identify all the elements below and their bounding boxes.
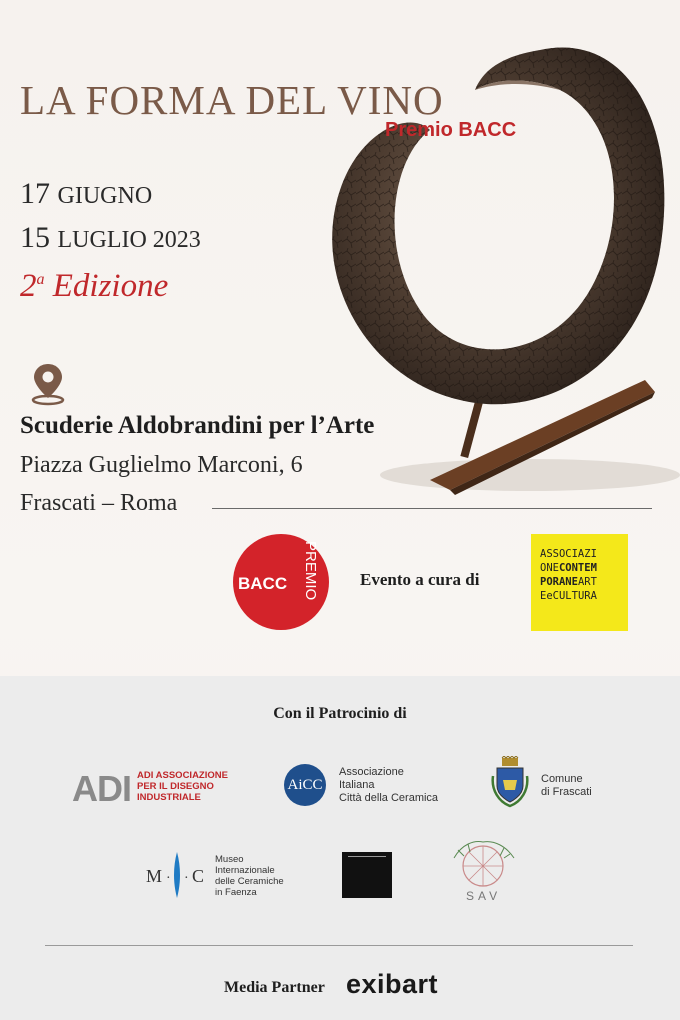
- divider-line: [212, 508, 652, 509]
- event-subtitle: Premio BACC: [385, 119, 517, 141]
- bacc-premio-logo: [232, 533, 330, 631]
- bacc-logo-premio: PREMIO: [302, 541, 319, 601]
- venue-city: Frascati – Roma: [20, 490, 178, 516]
- frascati-logo-text: Comune di Frascati: [541, 773, 592, 798]
- curated-by-label: Evento a cura di: [360, 570, 480, 589]
- end-date: [20, 221, 201, 255]
- exibart-logo: exibart: [346, 969, 439, 999]
- footer-divider: [45, 945, 633, 946]
- svg-text:·: ·: [184, 871, 189, 886]
- patronage-label: Con il Patrocinio di: [273, 705, 407, 722]
- aicc-logo-text: Associazione Italiana Città della Ceramica: [339, 766, 439, 804]
- sav-logo: [444, 836, 522, 904]
- aicc-logo: AiCC: [284, 764, 326, 806]
- start-date-day: 17: [20, 177, 50, 210]
- event-title: LA FORMA DEL VINO: [20, 77, 444, 123]
- svg-text:C: C: [192, 866, 205, 886]
- mic-logo-text: Museo Internazionale delle Ceramiche in Faenza: [215, 854, 284, 898]
- svg-text:·: ·: [166, 871, 171, 886]
- frascati-crest-icon: [491, 756, 529, 808]
- bacc-logo-text: BACC: [238, 574, 288, 593]
- adi-logo: ADI: [72, 768, 131, 809]
- start-date: [20, 177, 152, 211]
- svg-text:M: M: [146, 866, 163, 886]
- end-date-day: 15: [20, 221, 50, 254]
- venue-address: Piazza Guglielmo Marconi, 6: [20, 452, 303, 478]
- edition-label: [20, 268, 168, 305]
- location-pin-icon: [28, 362, 68, 406]
- museum-logo: [342, 852, 392, 898]
- end-date-month-year: LUGLIO 2023: [57, 227, 201, 253]
- edition-text: Edizione: [44, 268, 169, 304]
- edition-superscript: a: [36, 271, 45, 288]
- media-partner-label: Media Partner: [224, 979, 325, 996]
- association-logo: ASSOCIAZI ONECONTEM PORANEART EeCULTURA: [531, 534, 628, 631]
- venue-name: Scuderie Aldobrandini per l’Arte: [20, 412, 375, 439]
- sponsors-section: [0, 676, 680, 1020]
- start-date-month: GIUGNO: [57, 183, 153, 209]
- edition-number: 2: [20, 268, 37, 304]
- svg-text:SAV: SAV: [466, 889, 502, 903]
- mic-logo: [146, 852, 208, 898]
- adi-logo-text: ADI ASSOCIAZIONE PER IL DISEGNO INDUSTRIALE: [137, 770, 228, 803]
